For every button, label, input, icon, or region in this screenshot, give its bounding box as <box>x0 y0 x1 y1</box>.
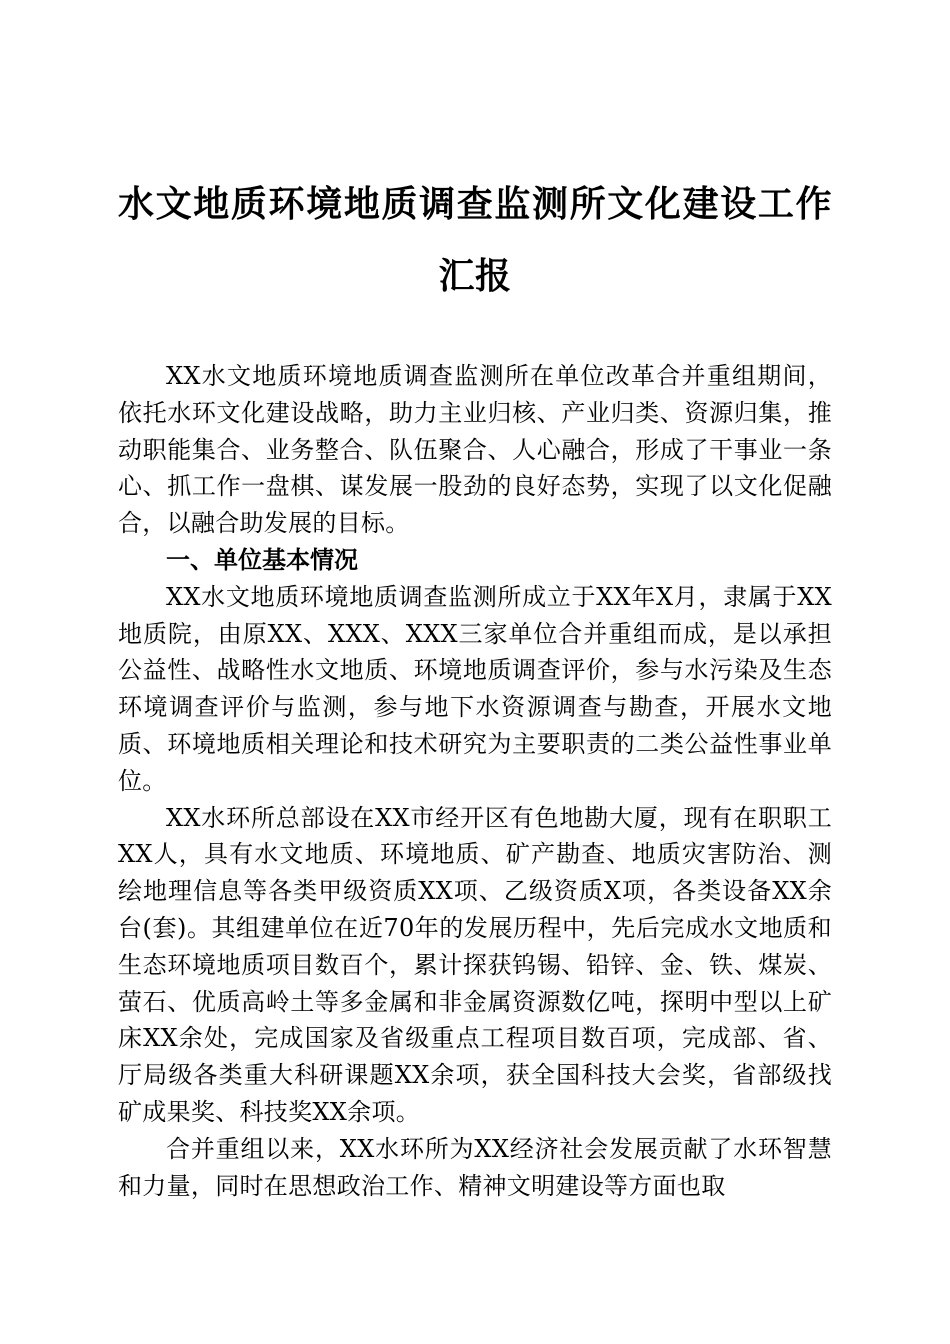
intro-paragraph: XX水文地质环境地质调查监测所在单位改革合并重组期间，依托水环文化建设战略，助力主业归核、产业归类、资源归集，推动职能集合、业务整合、队伍聚合、人心融合，形成了干事业一条心、抓工作一盘棋、谋发展一股劲的良好态势，实现了以文化促融合，以融合助发展的目标。 <box>118 362 832 538</box>
document-title: 水文地质环境地质调查监测所文化建设工作汇报 <box>118 183 832 297</box>
body-paragraph-3: 合并重组以来，XX水环所为XX经济社会发展贡献了水环智慧和力量，同时在思想政治工作、精神文明建设等方面也取 <box>118 1134 832 1200</box>
section-heading: 一、单位基本情况 <box>166 544 358 574</box>
document-body <box>118 358 832 1204</box>
body-paragraph-2: XX水环所总部设在XX市经开区有色地勘大厦，现有在职职工XX人，具有水文地质、环境地质、矿产勘查、地质灾害防治、测绘地理信息等各类甲级资质XX项、乙级资质X项，各类设备XX余台(套)。其组建单位在近70年的发展历程中，先后完成水文地质和生态环境地质项目数百个，累计探获钨锡、铅锌、金、铁、煤炭、萤石、优质高岭土等多金属和非金属资源数亿吨，探明中型以上矿床XX余处，完成国家及省级重点工程项目数百项，完成部、省、厅局级各类重大科研课题XX余项，获全国科技大会奖，省部级找矿成果奖、科技奖XX余项。 <box>118 803 832 1126</box>
body-paragraph-1: XX水文地质环境地质调查监测所成立于XX年X月，隶属于XX地质院，由原XX、XXX、XXX三家单位合并重组而成，是以承担公益性、战略性水文地质、环境地质调查评价，参与水污染及生态环境调查评价与监测，参与地下水资源调查与勘查，开展水文地质、环境地质相关理论和技术研究为主要职责的二类公益性事业单位。 <box>118 582 832 795</box>
